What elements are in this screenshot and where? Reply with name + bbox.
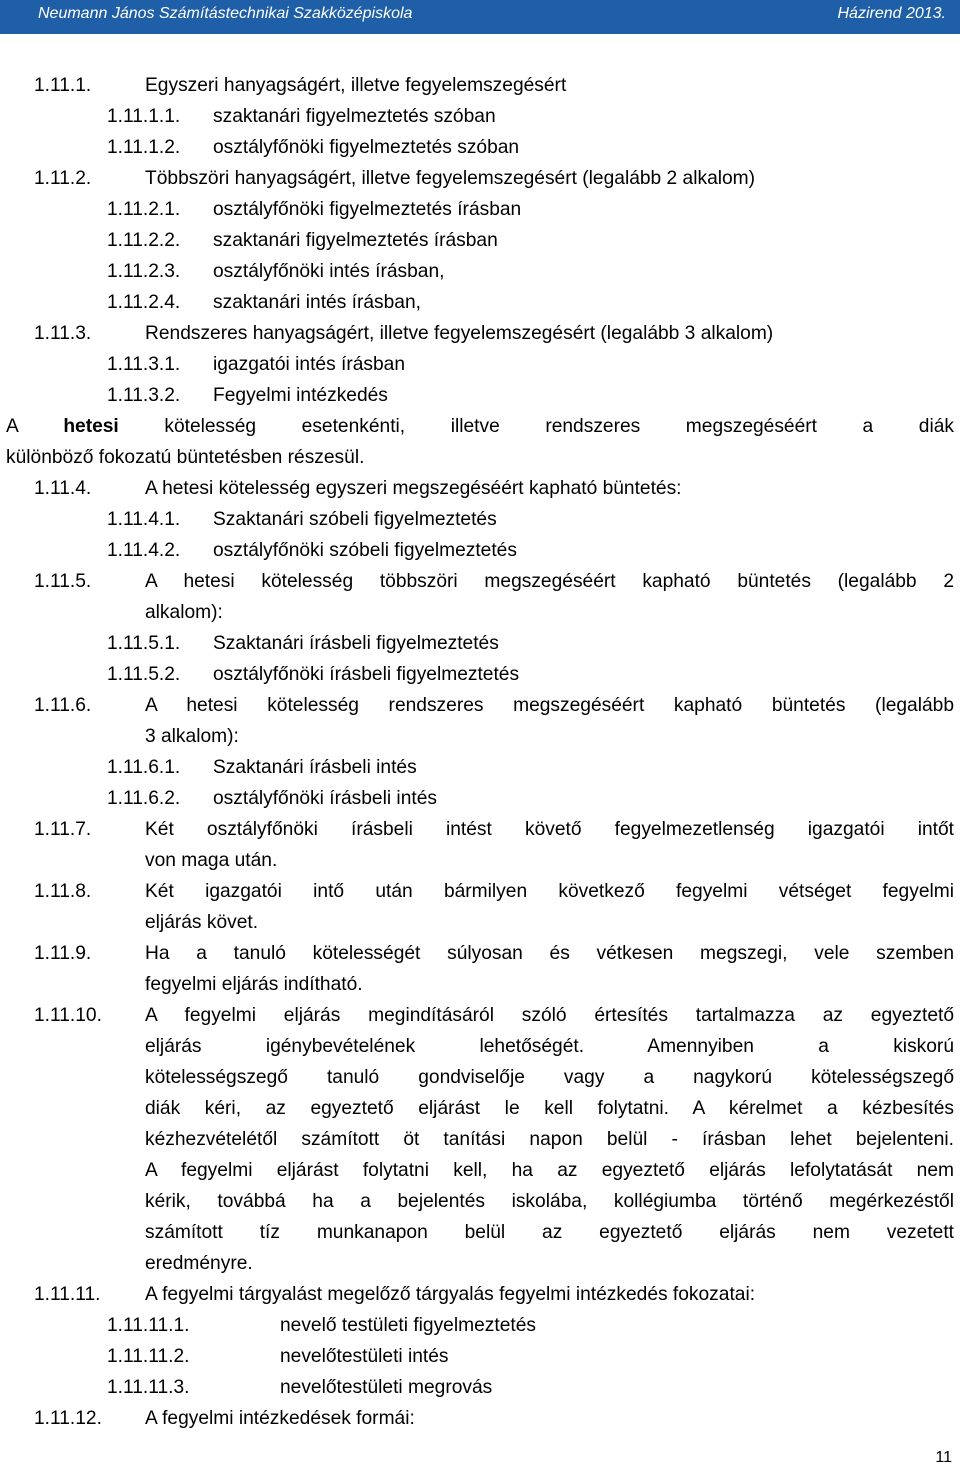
item-number: 1.11.11. — [34, 1284, 101, 1305]
item-text: fegyelmi eljárás indítható. — [145, 974, 363, 995]
list-item — [0, 194, 960, 225]
item-text: szaktanári figyelmeztetés írásban — [213, 230, 498, 251]
item-text: Rendszeres hanyagságért, illetve fegyelemszegésért (legalább 3 alkalom) — [145, 323, 774, 344]
item-text: eljárás igénybevételének lehetőségét. Amennyiben a kiskorú — [145, 1036, 954, 1057]
list-item — [0, 473, 960, 504]
item-text: osztályfőnöki írásbeli figyelmeztetés — [213, 664, 520, 685]
paragraph-text — [6, 411, 954, 442]
item-text: szaktanári figyelmeztetés szóban — [213, 106, 496, 127]
list-item — [0, 1000, 960, 1031]
list-item — [0, 504, 960, 535]
item-number: 1.11.11.2. — [107, 1346, 190, 1367]
list-item-continuation — [0, 969, 960, 1000]
paragraph-line — [0, 411, 960, 442]
list-item-continuation — [0, 597, 960, 628]
item-text: Ha a tanuló kötelességét súlyosan és vétkesen megszegi, vele szemben — [145, 943, 954, 964]
item-number: 1.11.5. — [34, 571, 92, 592]
list-item — [0, 101, 960, 132]
item-number: 1.11.3.2. — [107, 385, 181, 406]
item-text: Két osztályfőnöki írásbeli intést követő fegyelmezetlenség igazgatói intőt — [145, 819, 954, 840]
item-number: 1.11.4.2. — [107, 540, 181, 561]
list-item — [0, 163, 960, 194]
item-text: A hetesi kötelesség rendszeres megszegéséért kapható büntetés (legalább — [145, 695, 954, 716]
header-school-name: Neumann János Számítástechnikai Szakközépiskola — [38, 5, 413, 22]
item-number: 1.11.3. — [34, 323, 92, 344]
item-text: 3 alkalom): — [145, 726, 239, 747]
item-number: 1.11.2. — [34, 168, 92, 189]
list-item — [0, 659, 960, 690]
list-item-continuation — [0, 1031, 960, 1062]
item-number: 1.11.8. — [34, 881, 92, 902]
list-item — [0, 318, 960, 349]
item-number: 1.11.1.2. — [107, 137, 181, 158]
item-number: 1.11.7. — [34, 819, 92, 840]
item-number: 1.11.2.4. — [107, 292, 181, 313]
list-item-continuation — [0, 1248, 960, 1279]
list-item — [0, 566, 960, 597]
item-number: 1.11.2.3. — [107, 261, 181, 282]
list-item — [0, 380, 960, 411]
item-text: osztályfőnöki figyelmeztetés szóban — [213, 137, 520, 158]
item-number: 1.11.11.3. — [107, 1377, 190, 1398]
page-number: 11 — [935, 1449, 952, 1466]
list-item — [0, 1341, 960, 1372]
item-text: A fegyelmi tárgyalást megelőző tárgyalás fegyelmi intézkedés fokozatai: — [145, 1284, 756, 1305]
item-number: 1.11.11.1. — [107, 1315, 190, 1336]
list-item — [0, 752, 960, 783]
list-item — [0, 225, 960, 256]
item-number: 1.11.4.1. — [107, 509, 181, 530]
item-number: 1.11.6. — [34, 695, 92, 716]
item-text: osztályfőnöki figyelmeztetés írásban — [213, 199, 522, 220]
item-number: 1.11.1.1. — [107, 106, 181, 127]
list-item — [0, 1310, 960, 1341]
item-text: Többszöri hanyagságért, illetve fegyelemszegésért (legalább 2 alkalom) — [145, 168, 756, 189]
list-item — [0, 535, 960, 566]
item-number: 1.11.4. — [34, 478, 92, 499]
item-text: Szaktanári szóbeli figyelmeztetés — [213, 509, 497, 530]
item-text: nevelőtestületi intés — [280, 1346, 449, 1367]
item-text: von maga után. — [145, 850, 278, 871]
list-item — [0, 1403, 960, 1434]
document-body — [0, 70, 960, 1434]
item-number: 1.11.2.1. — [107, 199, 181, 220]
item-number: 1.11.3.1. — [107, 354, 181, 375]
list-item — [0, 287, 960, 318]
item-number: 1.11.10. — [34, 1005, 102, 1026]
item-text: A fegyelmi eljárás megindításáról szóló értesítés tartalmazza az egyeztető — [145, 1005, 954, 1026]
item-number: 1.11.9. — [34, 943, 92, 964]
list-item — [0, 1372, 960, 1403]
list-item-continuation — [0, 1155, 960, 1186]
list-item-continuation — [0, 907, 960, 938]
item-number: 1.11.5.2. — [107, 664, 181, 685]
item-text: nevelő testületi figyelmeztetés — [280, 1315, 536, 1336]
item-text: osztályfőnöki írásbeli intés — [213, 788, 437, 809]
list-item-continuation — [0, 721, 960, 752]
list-item — [0, 256, 960, 287]
list-item — [0, 70, 960, 101]
list-item — [0, 349, 960, 380]
header-document-title: Házirend 2013. — [837, 5, 946, 22]
item-text: számított tíz munkanapon belül az egyeztető eljárás nem vezetett — [145, 1222, 954, 1243]
list-item — [0, 876, 960, 907]
list-item-continuation — [0, 1186, 960, 1217]
item-text: Szaktanári írásbeli intés — [213, 757, 417, 778]
item-text: kérik, továbbá ha a bejelentés iskolába, kollégiumba történő megérkezéstől — [145, 1191, 954, 1212]
item-number: 1.11.6.1. — [107, 757, 181, 778]
item-text: A fegyelmi intézkedések formái: — [145, 1408, 415, 1429]
item-text: igazgatói intés írásban — [213, 354, 405, 375]
list-item-continuation — [0, 1217, 960, 1248]
list-item — [0, 938, 960, 969]
item-text: nevelőtestületi megrovás — [280, 1377, 493, 1398]
paragraph-line — [0, 442, 960, 473]
item-text: eljárás követ. — [145, 912, 259, 933]
document-header — [0, 0, 960, 34]
paragraph-post: kötelesség esetenkénti, illetve rendszeres megszegéséért a diák — [164, 416, 954, 437]
list-item — [0, 628, 960, 659]
list-item-continuation — [0, 1062, 960, 1093]
list-item-continuation — [0, 845, 960, 876]
item-text: A hetesi kötelesség többszöri megszegéséért kapható büntetés (legalább 2 — [145, 571, 954, 592]
item-text: Két igazgatói intő után bármilyen következő fegyelmi vétséget fegyelmi — [145, 881, 954, 902]
list-item — [0, 132, 960, 163]
list-item — [0, 783, 960, 814]
paragraph-pre: A — [6, 416, 64, 437]
item-text: diák kéri, az egyeztető eljárást le kell folytatni. A kérelmet a kézbesítés — [145, 1098, 954, 1119]
item-number: 1.11.1. — [34, 75, 92, 96]
list-item-continuation — [0, 1093, 960, 1124]
item-text: Szaktanári írásbeli figyelmeztetés — [213, 633, 499, 654]
item-text: Fegyelmi intézkedés — [213, 385, 388, 406]
paragraph-bold-word: hetesi — [63, 416, 119, 437]
item-number: 1.11.5.1. — [107, 633, 181, 654]
paragraph-text-continued: különböző fokozatú büntetésben részesül. — [6, 447, 365, 468]
item-text: alkalom): — [145, 602, 223, 623]
list-item — [0, 690, 960, 721]
item-text: eredményre. — [145, 1253, 253, 1274]
item-text: kézhezvételétől számított öt tanítási napon belül - írásban lehet bejelenteni. — [145, 1129, 954, 1150]
item-text: osztályfőnöki intés írásban, — [213, 261, 445, 282]
item-text: kötelességszegő tanuló gondviselője vagy a nagykorú kötelességszegő — [145, 1067, 954, 1088]
item-text: szaktanári intés írásban, — [213, 292, 421, 313]
item-number: 1.11.2.2. — [107, 230, 181, 251]
list-item-continuation — [0, 1124, 960, 1155]
item-text: Egyszeri hanyagságért, illetve fegyelemszegésért — [145, 75, 567, 96]
item-text: A hetesi kötelesség egyszeri megszegéséért kapható büntetés: — [145, 478, 682, 499]
list-item — [0, 1279, 960, 1310]
item-number: 1.11.6.2. — [107, 788, 181, 809]
item-number: 1.11.12. — [34, 1408, 102, 1429]
item-text: osztályfőnöki szóbeli figyelmeztetés — [213, 540, 517, 561]
list-item — [0, 814, 960, 845]
item-text: A fegyelmi eljárást folytatni kell, ha az egyeztető eljárás lefolytatását nem — [145, 1160, 954, 1181]
